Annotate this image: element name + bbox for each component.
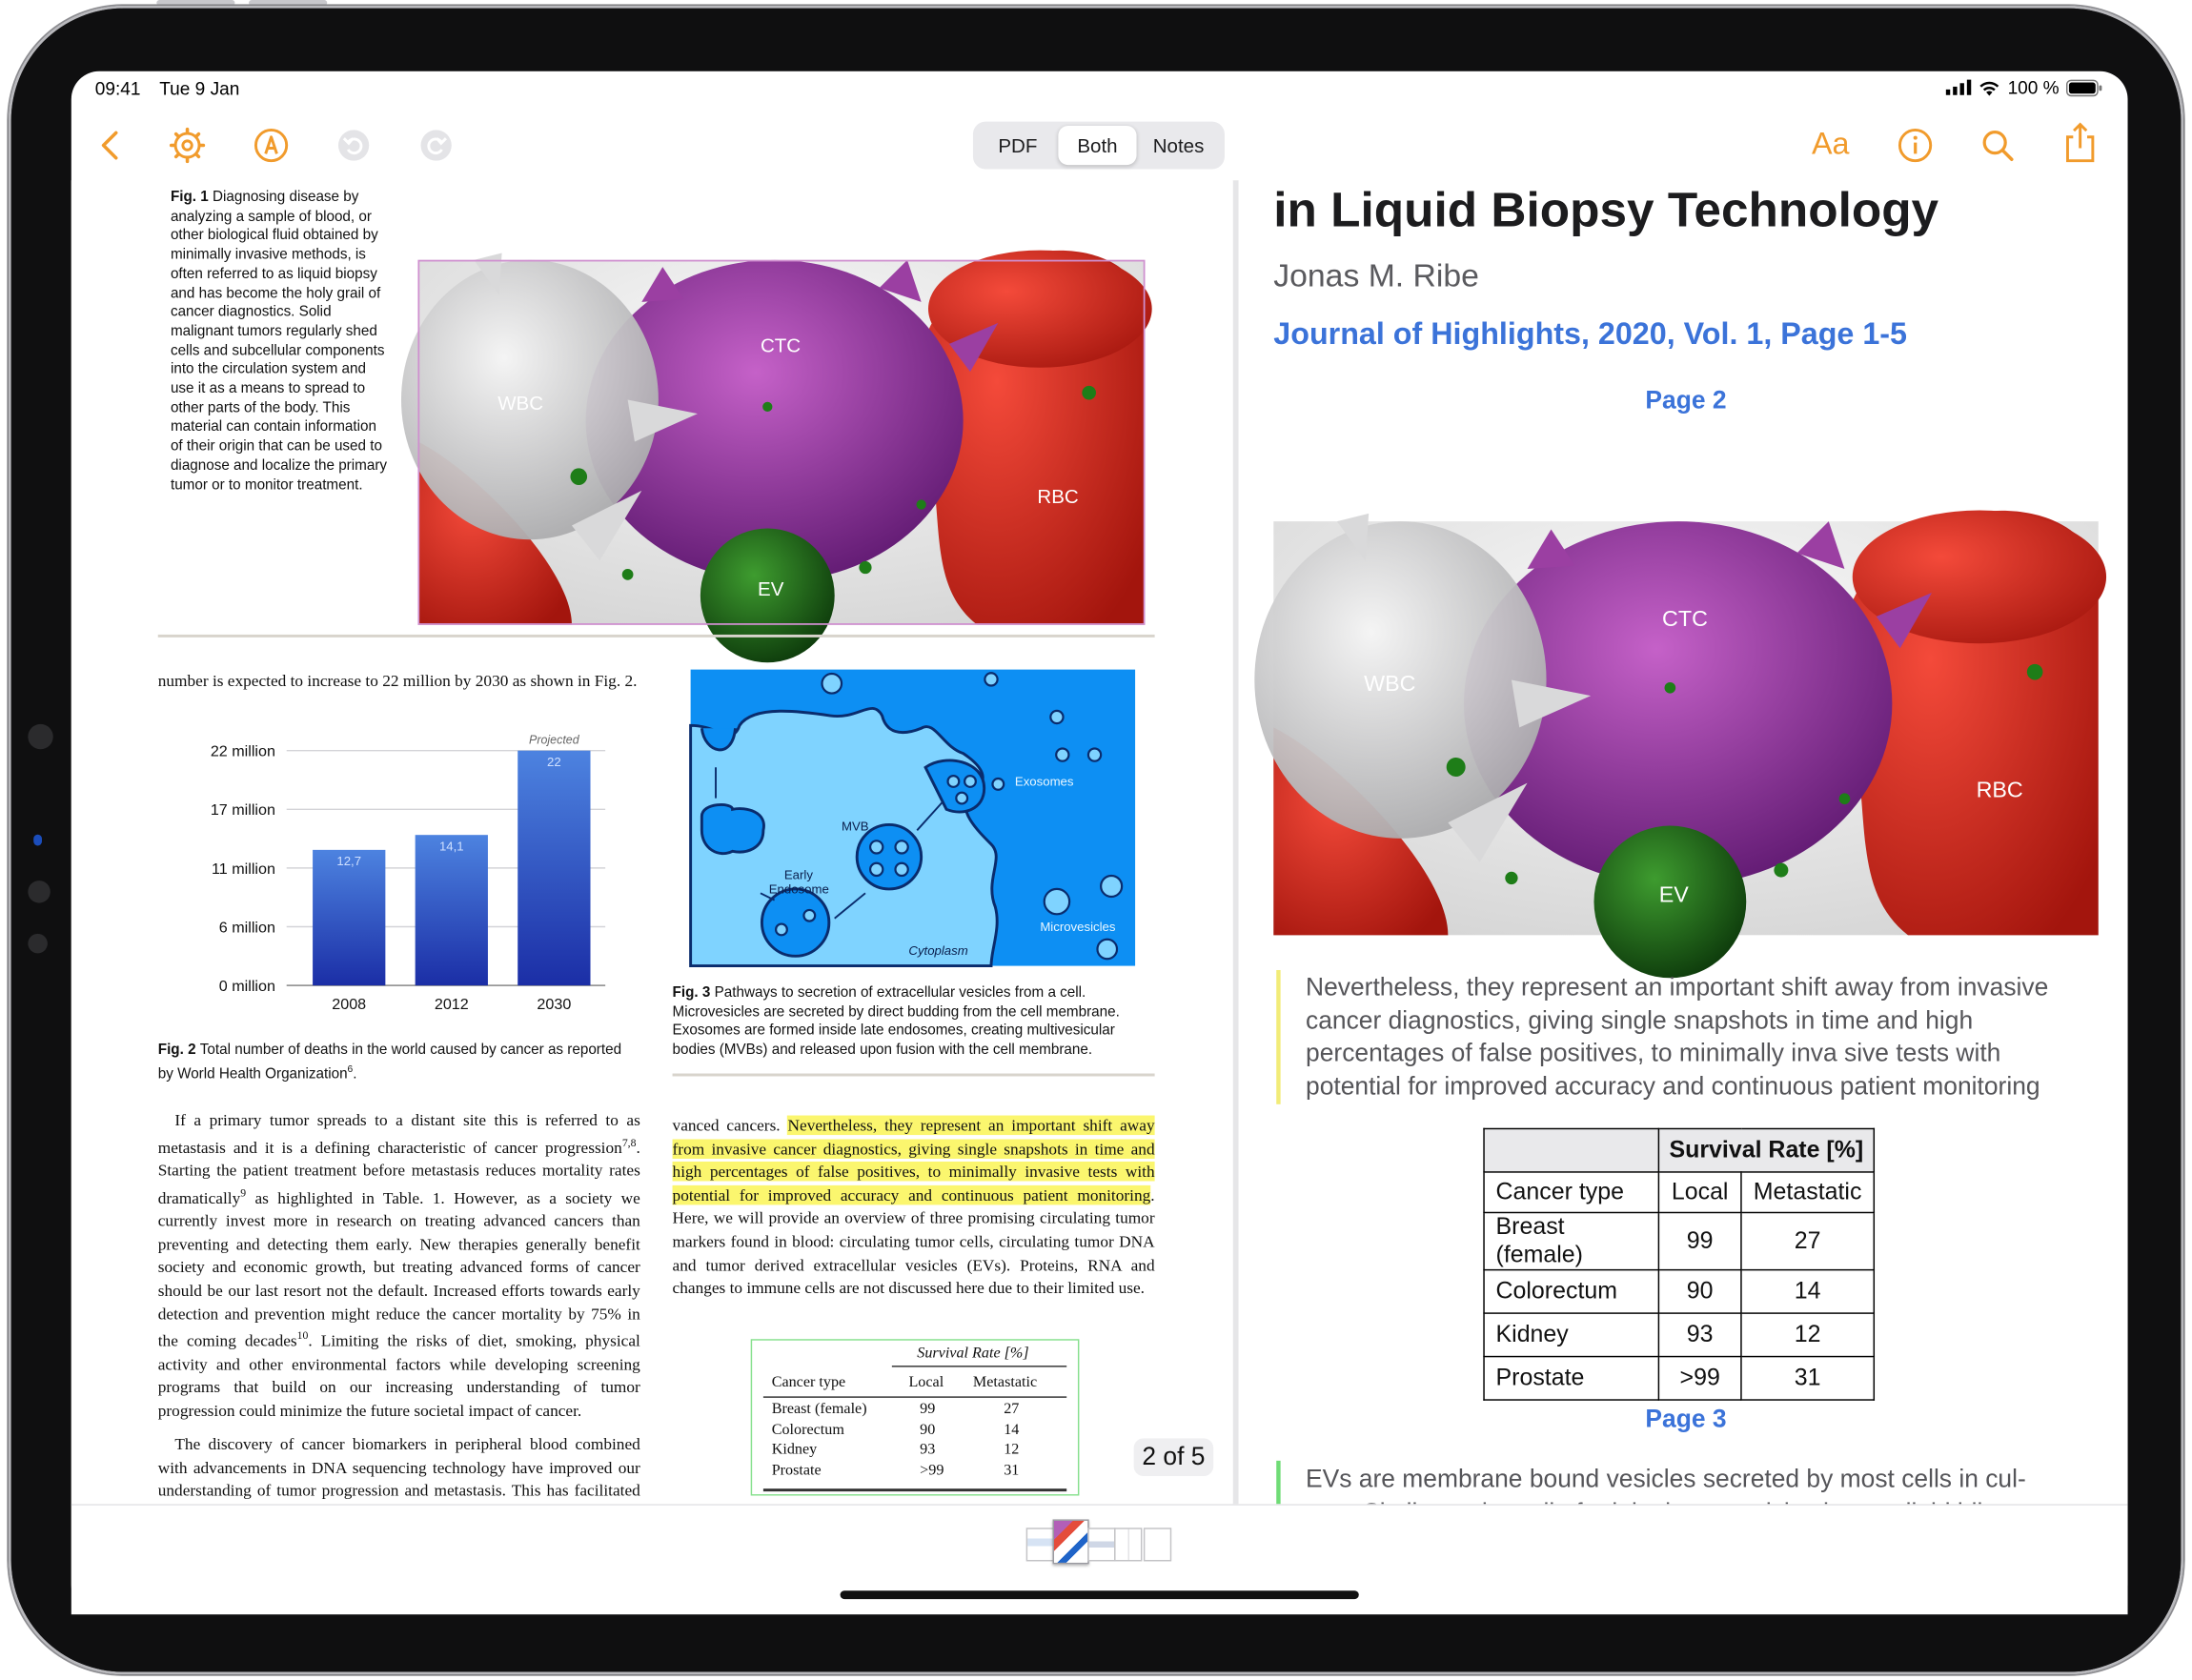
segment-notes[interactable]: Notes xyxy=(1152,133,1205,157)
pdf-left-p1-b: . Starting the patient treatment before metastasis reduces mortality rates dramatically xyxy=(157,1137,640,1207)
pdf-left-p1-d: . Limiting the risks of diet, smoking, physical activity and other environmental factors while developing screening programs that build on our increasing understanding of tumor progression could minimize the future societal impact of cancer. xyxy=(157,1330,640,1421)
table-row xyxy=(1484,1357,1874,1400)
pdf-table1-cell: 93 xyxy=(920,1441,936,1458)
notes-image-label-rbc: RBC xyxy=(1976,777,2023,802)
font-settings-button[interactable]: Aa xyxy=(1812,126,1850,161)
pdf-rule xyxy=(158,635,1155,638)
table-cell: 27 xyxy=(1741,1212,1874,1269)
fig1-blood-cells-image xyxy=(418,260,1146,625)
pdf-left-p1-ref3: 10 xyxy=(296,1329,309,1343)
status-time: 09:41 xyxy=(94,78,141,100)
search-icon[interactable] xyxy=(1979,127,2016,163)
fig3-label-microvesicles: Microvesicles xyxy=(1040,919,1116,934)
fig3-vesicle-diagram xyxy=(691,670,1135,966)
fig2-xtick-label: 2008 xyxy=(332,996,367,1014)
pdf-table1-cell: 31 xyxy=(1004,1461,1020,1479)
pdf-table1-cell: 90 xyxy=(920,1421,936,1438)
fig2-bar-value-label: 12,7 xyxy=(336,854,362,869)
pdf-table1-box xyxy=(751,1339,1080,1495)
pdf-left-p1-a: If a primary tumor spreads to a distant site this is referred to as metastasis and it is a defining characteristic of cancer progression xyxy=(157,1109,640,1157)
notes-quote-2[interactable]: EVs are membrane bound vesicles secreted by most cells in cul- xyxy=(1306,1465,2026,1493)
fig2-ytick-label: 17 million xyxy=(210,801,275,820)
pdf-table1-header-group: Survival Rate [%] xyxy=(917,1345,1029,1362)
notes-pane[interactable] xyxy=(1239,180,2128,1504)
fig3-label-cytoplasm: Cytoplasm xyxy=(908,942,968,958)
battery-percent: 100 % xyxy=(2007,76,2060,98)
fig2-bar xyxy=(416,835,488,985)
pdf-table1-cell: >99 xyxy=(920,1461,944,1479)
segment-both[interactable]: Both xyxy=(1058,126,1136,165)
camera-sensor xyxy=(33,835,42,846)
fig2-caption: Fig. 2 Total number of deaths in the world caused by cancer as reported by World Health Organization$^6$. xyxy=(157,1042,622,1083)
table-cell: 14 xyxy=(1741,1270,1874,1313)
fig1-label-ev: EV xyxy=(758,577,784,600)
home-indicator[interactable] xyxy=(841,1590,1359,1599)
cellular-signal-icon xyxy=(1946,80,1971,95)
toolbar xyxy=(71,108,2128,180)
fig3-label-mvb: MVB xyxy=(842,819,869,834)
table-cell: Kidney xyxy=(1484,1313,1658,1356)
pdf-right-column xyxy=(673,1114,1155,1300)
table-cell: 12 xyxy=(1741,1313,1874,1356)
thumbnail-page-2[interactable] xyxy=(1053,1519,1089,1564)
notes-page3-link[interactable]: Page 3 xyxy=(1645,1405,1727,1433)
back-chevron-icon[interactable] xyxy=(93,127,130,163)
pdf-left-column-p2: The discovery of cancer biomarkers in peripheral blood combined with advancements in DNA sequencing technology have improved our understanding of tumor progression and metastasis. This has facilitated xyxy=(157,1433,640,1501)
table-cell: >99 xyxy=(1658,1357,1741,1400)
table-cell: 31 xyxy=(1741,1357,1874,1400)
notes-table-col-type: Cancer type xyxy=(1484,1172,1658,1213)
wifi-icon xyxy=(1979,79,2000,96)
table-cell: Prostate xyxy=(1484,1357,1658,1400)
table-cell: 90 xyxy=(1658,1270,1741,1313)
notes-image-label-ctc: CTC xyxy=(1662,605,1708,631)
table-row xyxy=(1484,1270,1874,1313)
battery-icon xyxy=(2066,79,2102,96)
fig2-bar-chart xyxy=(158,734,619,1024)
pdf-table1-cell: Colorectum xyxy=(771,1421,844,1438)
notes-image-label-ev: EV xyxy=(1658,881,1689,907)
bottom-bar xyxy=(71,1504,2128,1614)
fig2-ytick-label: 6 million xyxy=(218,919,275,937)
screen xyxy=(71,71,2128,1613)
pdf-table1-col-type: Cancer type xyxy=(771,1373,846,1391)
pdf-table1-cell: 12 xyxy=(1004,1441,1020,1458)
notes-title: in Liquid Biopsy Technology xyxy=(1273,183,1939,238)
fig2-ytick-label: 0 million xyxy=(218,977,275,995)
status-date: Tue 9 Jan xyxy=(159,78,240,100)
page-thumbnails[interactable] xyxy=(1026,1525,1172,1561)
fig3-caption xyxy=(673,984,1141,1061)
notes-table-body xyxy=(1484,1212,1874,1400)
notes-table-col-meta: Metastatic xyxy=(1741,1172,1874,1213)
side-sensor-2 xyxy=(28,934,48,954)
fig3-label-exosomes: Exosomes xyxy=(1014,774,1074,789)
notes-table-header-group: Survival Rate [%] xyxy=(1658,1128,1874,1171)
side-sensor xyxy=(28,880,50,902)
fig1-caption xyxy=(171,189,392,496)
segment-pdf[interactable]: PDF xyxy=(998,133,1038,157)
pdf-table1-cell: Kidney xyxy=(771,1441,818,1458)
redo-icon[interactable] xyxy=(418,127,455,163)
thumbnail-page-4[interactable] xyxy=(1114,1528,1142,1561)
notes-blood-cells-image xyxy=(1273,521,2098,935)
undo-icon[interactable] xyxy=(335,127,372,163)
pdf-left-p1-c: as highlighted in Table. 1. However, as a society we currently invest more in research on treating advanced cancers than preventing and detecting them early. New therapies generally benefit society and economic growth, but treating advanced forms of cancer should be our last resort not the default. Increased efforts towards early detection and prevention might reduce the cancer mortality by 75% in the coming decades xyxy=(157,1187,640,1351)
pdf-table1-cell: Prostate xyxy=(771,1461,822,1479)
notes-survival-table xyxy=(1483,1128,1875,1401)
thumbnail-page-5[interactable] xyxy=(1144,1528,1171,1561)
pdf-pane[interactable] xyxy=(71,180,1233,1504)
page-indicator: 2 of 5 xyxy=(1134,1438,1214,1476)
pdf-table1-col-meta: Metastatic xyxy=(972,1373,1038,1391)
fig3-caption-label: Fig. 3 xyxy=(672,985,711,1002)
pdf-table1-cell: 14 xyxy=(1004,1421,1020,1438)
view-mode-segmented-control xyxy=(973,122,1225,170)
thumbnail-page-3[interactable] xyxy=(1087,1528,1115,1561)
notes-table-col-local: Local xyxy=(1658,1172,1741,1213)
table-cell: 99 xyxy=(1658,1212,1741,1269)
fig2-xtick-label: 2030 xyxy=(537,996,572,1014)
settings-gear-icon[interactable] xyxy=(169,127,205,163)
fig2-bar-value-label: 22 xyxy=(547,754,561,769)
fig1-label-rbc: RBC xyxy=(1037,486,1079,509)
share-icon[interactable] xyxy=(2062,122,2099,164)
fig2-bar-value-label: 14,1 xyxy=(438,839,464,854)
markup-pen-icon[interactable] xyxy=(253,127,289,163)
notes-journal-link[interactable]: Journal of Highlights, 2020, Vol. 1, Page 1-5 xyxy=(1273,315,1907,352)
notes-author: Jonas M. Ribe xyxy=(1273,256,1479,294)
pdf-table1-col-local: Local xyxy=(908,1373,944,1391)
pdf-table1-cell: 27 xyxy=(1004,1400,1020,1418)
info-icon[interactable] xyxy=(1898,127,1934,163)
quote1-bar xyxy=(1276,970,1280,1104)
pdf-left-column-p1 xyxy=(158,1108,640,1422)
fig2-caption-ref: 6 xyxy=(347,1064,354,1075)
table-row xyxy=(1484,1212,1874,1269)
pdf-left-p1-ref2: 9 xyxy=(240,1185,247,1200)
fig2-bar xyxy=(313,850,385,985)
pdf-rule-2 xyxy=(673,1074,1155,1077)
pdf-table1-cell: Breast (female) xyxy=(771,1400,867,1418)
table-cell: Breast (female) xyxy=(1484,1212,1658,1269)
fig2-caption-text: Total number of deaths in the world caused by cancer as reported by World Health Organization xyxy=(157,1042,622,1083)
fig1-label-wbc: WBC xyxy=(497,392,544,415)
pdf-highlight[interactable]: Nevertheless, they represent an important shift away from invasive cancer diagnostics, giving single snapshots in time and high percentages of false positives, to minimally invasive tests with potential for improved accuracy and continuous patient monitoring xyxy=(672,1115,1155,1205)
fig3-label-endosome: Endosome xyxy=(768,881,829,897)
pdf-right-pre: vanced cancers. xyxy=(672,1115,788,1136)
notes-image-label-wbc: WBC xyxy=(1364,671,1416,697)
table-cell: 93 xyxy=(1658,1313,1741,1356)
fig2-ytick-label: 22 million xyxy=(210,742,275,760)
fig1-caption-label: Fig. 1 xyxy=(170,190,209,206)
notes-quote-1[interactable]: Nevertheless, they represent an important shift away from invasive cancer diagnostics, giving single snapshots in time and high percentages of false positives, to minimally inva sive tests with potential for improved accuracy and continuous patient monitoring xyxy=(1306,972,2049,1101)
pdf-intro-text: number is expected to increase to 22 million by 2030 as shown in Fig. 2. xyxy=(157,671,638,691)
notes-page2-link[interactable]: Page 2 xyxy=(1645,385,1727,415)
fig2-projected-label: Projected xyxy=(529,733,579,747)
pdf-right-post: . Here, we will provide an overview of three promising circulating tumor markers found in blood: circulating tumor cells, circulating tumor DNA and tumor derived extracellular vesicles (EVs). Proteins, RNA and changes to immune cells are not discussed here due to their limited use. xyxy=(672,1184,1155,1298)
status-bar xyxy=(71,71,2128,108)
pdf-left-p1-ref1: 7,8 xyxy=(621,1135,637,1149)
fig2-caption-label: Fig. 2 xyxy=(157,1042,196,1059)
fig1-caption-text: Diagnosing disease by analyzing a sample of blood, or other biological fluid obtained by minimally invasive methods, is often referred to as liquid biopsy and has become the holy grail of cancer diagnostics. Solid malignant tumors regularly shed cells and subcellular components into the circulation system and use it as a means to spread to other parts of the body. This material can contain information of their origin that can be used to diagnose and localize the primary tumor or to monitor treatment. xyxy=(170,190,388,494)
thumbnail-page-1[interactable] xyxy=(1026,1528,1054,1561)
pencil-magnet xyxy=(28,724,52,749)
fig3-caption-text: Pathways to secretion of extracellular vesicles from a cell. Microvesicles are secreted by direct budding from the cell membrane. Exosomes are formed inside late endosomes, creating multivesicular bodies (MVBs) and released upon fusion with the cell membrane. xyxy=(672,985,1120,1059)
table-cell: Colorectum xyxy=(1484,1270,1658,1313)
status-right xyxy=(1946,77,2102,98)
fig2-ytick-label: 11 million xyxy=(212,860,275,878)
fig1-label-ctc: CTC xyxy=(760,334,802,357)
fig2-xtick-label: 2012 xyxy=(434,996,469,1014)
table-row xyxy=(1484,1313,1874,1356)
fig2-bar xyxy=(518,751,590,985)
pdf-table1-cell: 99 xyxy=(920,1400,936,1418)
fig3-label-early: Early xyxy=(783,867,813,882)
